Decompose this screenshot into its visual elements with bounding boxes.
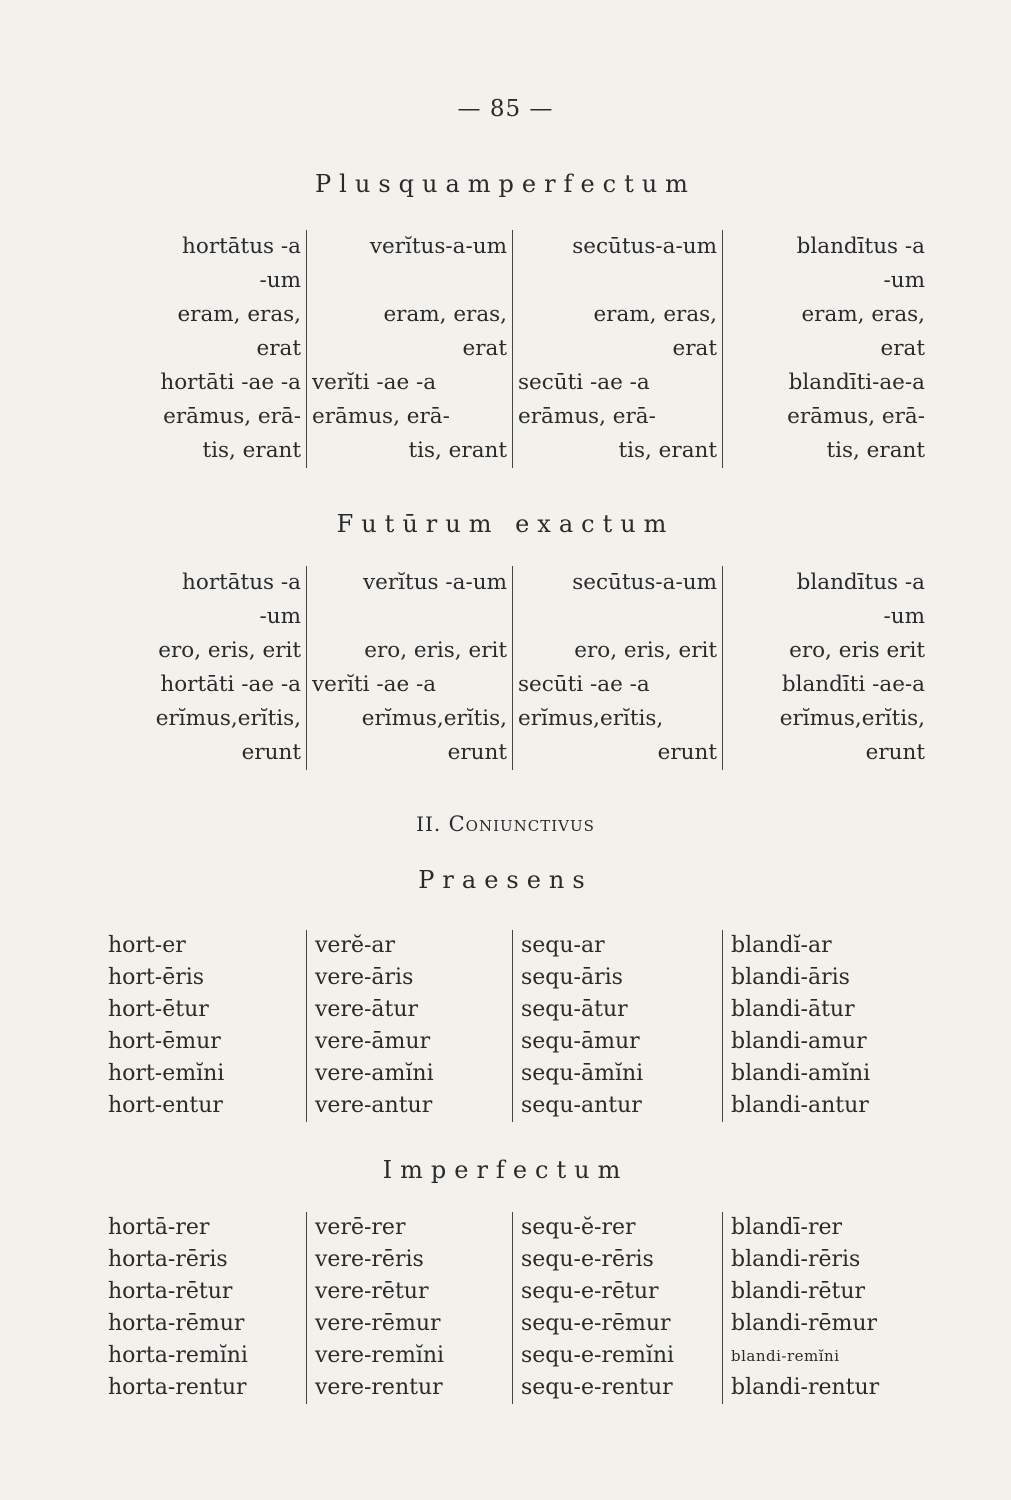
table-cell: hort-emĭni — [108, 1061, 225, 1086]
table-cell: erĭmus,erĭtis, — [155, 706, 301, 731]
table-cell: ero, eris, erit — [364, 638, 507, 663]
column-hortari — [100, 566, 306, 770]
table-cell: vere-rēris — [315, 1247, 424, 1272]
table-cell: erunt — [865, 740, 925, 765]
table-cell: verĭti -ae -a — [312, 672, 437, 697]
table-cell: secūti -ae -a — [518, 370, 650, 395]
table-cell: hortāti -ae -a — [160, 370, 301, 395]
table-cell: vere-rētur — [315, 1279, 429, 1304]
part-heading-coniunctivus — [0, 812, 1011, 836]
table-cell: erat — [880, 336, 925, 361]
table-cell: verĭti -ae -a — [312, 370, 437, 395]
table-cell: erĭmus,erĭtis, — [361, 706, 507, 731]
table-cell: blandi-rēmur — [731, 1311, 878, 1336]
table-cell: vere-remĭni — [315, 1343, 445, 1368]
table-cell: hort-entur — [108, 1093, 223, 1118]
table-cell: sequ-e-remĭni — [521, 1343, 675, 1368]
column-blandiri — [722, 566, 930, 770]
page-number: — 85 — — [457, 96, 554, 122]
table-cell: verĭtus -a-um — [363, 570, 507, 595]
table-cell: horta-rēmur — [108, 1311, 245, 1336]
table-cell: erāmus, erā- — [163, 404, 301, 429]
column-hortari — [100, 930, 306, 1122]
table-cell: tis, erant — [408, 438, 507, 463]
table-cell: horta-rētur — [108, 1279, 233, 1304]
section-title-plusquamperfectum: Plusquamperfectum — [315, 170, 696, 198]
table-cell: eram, eras, — [593, 302, 717, 327]
table-cell: vere-amĭni — [315, 1061, 434, 1086]
table-cell: erāmus, erā- — [787, 404, 925, 429]
table-cell: blandi-amur — [731, 1029, 867, 1054]
table-cell: blandi-rentur — [731, 1375, 880, 1400]
table-cell: hort-ēris — [108, 965, 205, 990]
table-cell: sequ-e-rēris — [521, 1247, 654, 1272]
table-cell: ero, eris, erit — [574, 638, 717, 663]
table-cell: verĭtus-a-um — [369, 234, 507, 259]
table-cell: erĭmus,erĭtis, — [518, 706, 664, 731]
table-cell: blandi-rēris — [731, 1247, 861, 1272]
table-cell: verĕ-ar — [315, 933, 396, 958]
imperfectum-table — [100, 1212, 930, 1404]
table-cell: secūtus-a-um — [572, 234, 717, 259]
table-cell: eram, eras, — [801, 302, 925, 327]
table-cell: sequ-āmĭni — [521, 1061, 644, 1086]
part-numeral: II. — [416, 812, 442, 836]
table-cell: hortāti -ae -a — [160, 672, 301, 697]
praesens-table — [100, 930, 930, 1122]
table-cell: blandi-ātur — [731, 997, 855, 1022]
table-cell: -um — [259, 604, 301, 629]
table-cell: vere-āris — [315, 965, 414, 990]
table-cell: erāmus, erā- — [312, 404, 450, 429]
table-cell: blandīti -ae-a — [781, 672, 925, 697]
table-cell: secūtus-a-um — [572, 570, 717, 595]
table-cell: sequ-āmur — [521, 1029, 640, 1054]
table-cell: verē-rer — [315, 1215, 406, 1240]
table-cell: tis, erant — [618, 438, 717, 463]
table-cell: sequ-e-rentur — [521, 1375, 673, 1400]
table-cell: blandī-rer — [731, 1215, 843, 1240]
table-cell — [518, 264, 717, 298]
column-vereri — [306, 230, 512, 468]
table-cell: erat — [462, 336, 507, 361]
column-blandiri — [722, 1212, 930, 1404]
table-cell: tis, erant — [826, 438, 925, 463]
table-cell — [518, 600, 717, 634]
column-vereri — [306, 1212, 512, 1404]
table-cell: vere-antur — [315, 1093, 433, 1118]
table-cell: vere-rēmur — [315, 1311, 441, 1336]
column-sequi — [512, 230, 722, 468]
table-cell — [312, 264, 507, 298]
column-blandiri — [722, 930, 930, 1122]
table-cell: eram, eras, — [177, 302, 301, 327]
table-cell: ero, eris erit — [789, 638, 925, 663]
table-cell: -um — [259, 268, 301, 293]
table-cell: secūti -ae -a — [518, 672, 650, 697]
table-cell: horta-rēris — [108, 1247, 228, 1272]
column-blandiri — [722, 230, 930, 468]
table-cell: erunt — [241, 740, 301, 765]
section-title-futurum-exactum: Futūrum exactum — [336, 510, 675, 538]
table-cell: hort-ēmur — [108, 1029, 221, 1054]
table-cell: blandītus -a — [796, 234, 925, 259]
table-cell: hortā-rer — [108, 1215, 210, 1240]
table-cell: hort-er — [108, 933, 186, 958]
column-hortari — [100, 230, 306, 468]
section-title-imperfectum: Imperfectum — [382, 1156, 629, 1184]
table-cell: hort-ētur — [108, 997, 209, 1022]
table-cell: erĭmus,erĭtis, — [779, 706, 925, 731]
table-cell: sequ-ĕ-rer — [521, 1215, 636, 1240]
table-cell: sequ-ātur — [521, 997, 628, 1022]
table-cell: erat — [256, 336, 301, 361]
table-cell: blandi-remĭni — [731, 1347, 840, 1365]
table-cell: sequ-antur — [521, 1093, 642, 1118]
column-vereri — [306, 930, 512, 1122]
column-sequi — [512, 566, 722, 770]
table-cell: blandi-rētur — [731, 1279, 866, 1304]
table-cell: sequ-āris — [521, 965, 623, 990]
table-cell: hortātus -a — [182, 234, 301, 259]
table-cell: vere-āmur — [315, 1029, 431, 1054]
table-cell: vere-ātur — [315, 997, 419, 1022]
table-cell: hortātus -a — [182, 570, 301, 595]
table-cell: erāmus, erā- — [518, 404, 656, 429]
table-cell: sequ-e-rēmur — [521, 1311, 671, 1336]
table-cell: erunt — [447, 740, 507, 765]
table-cell: blandītus -a — [796, 570, 925, 595]
column-sequi — [512, 930, 722, 1122]
column-vereri — [306, 566, 512, 770]
table-cell: blandi-amĭni — [731, 1061, 871, 1086]
table-cell: blandi-āris — [731, 965, 850, 990]
table-cell: sequ-e-rētur — [521, 1279, 659, 1304]
table-cell: vere-rentur — [315, 1375, 443, 1400]
table-cell: blandĭ-ar — [731, 933, 832, 958]
table-cell: blandi-antur — [731, 1093, 869, 1118]
table-cell: eram, eras, — [383, 302, 507, 327]
table-cell: -um — [883, 268, 925, 293]
table-cell: erunt — [657, 740, 717, 765]
plusquamperfectum-table — [100, 230, 930, 468]
column-sequi — [512, 1212, 722, 1404]
table-cell: ero, eris, erit — [158, 638, 301, 663]
futurum-exactum-table — [100, 566, 930, 770]
part-label: Coniunctivus — [448, 812, 595, 836]
table-cell: blandīti-ae-a — [788, 370, 925, 395]
table-cell: sequ-ar — [521, 933, 605, 958]
table-cell: tis, erant — [202, 438, 301, 463]
column-hortari — [100, 1212, 306, 1404]
table-cell: horta-remĭni — [108, 1343, 248, 1368]
table-cell: horta-rentur — [108, 1375, 247, 1400]
table-cell: erat — [672, 336, 717, 361]
table-cell — [312, 600, 507, 634]
section-title-praesens: Praesens — [418, 866, 593, 894]
table-cell: -um — [883, 604, 925, 629]
